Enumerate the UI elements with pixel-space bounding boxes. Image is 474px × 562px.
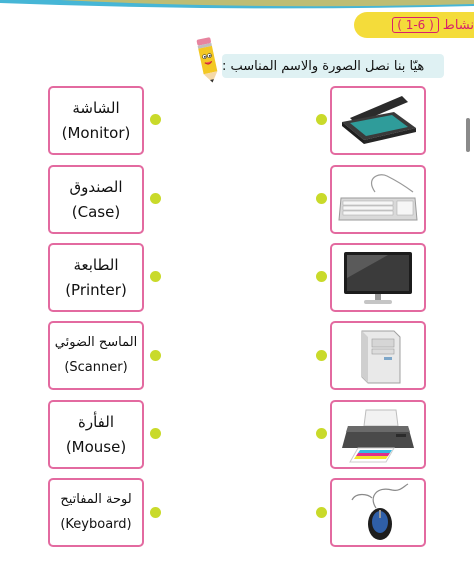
activity-label: نشاط bbox=[442, 17, 474, 33]
match-dot-name[interactable] bbox=[150, 193, 161, 204]
name-english: (Scanner) bbox=[64, 359, 128, 375]
match-dot-name[interactable] bbox=[150, 507, 161, 518]
printer-icon bbox=[336, 404, 420, 466]
name-arabic: الطابعة bbox=[73, 255, 119, 274]
match-dot-picture[interactable] bbox=[316, 350, 327, 361]
match-dot-picture[interactable] bbox=[316, 271, 327, 282]
keyboard-icon bbox=[335, 170, 421, 230]
picture-box-case bbox=[330, 321, 426, 390]
match-dot-picture[interactable] bbox=[316, 428, 327, 439]
activity-banner bbox=[354, 12, 474, 38]
match-dot-picture[interactable] bbox=[316, 193, 327, 204]
picture-box-keyboard bbox=[330, 165, 426, 234]
match-dot-name[interactable] bbox=[150, 114, 161, 125]
match-dot-picture[interactable] bbox=[316, 114, 327, 125]
scanner-icon bbox=[336, 92, 420, 150]
name-box-keyboard bbox=[48, 478, 144, 547]
name-arabic: الماسح الضوئي bbox=[54, 334, 138, 350]
picture-box-monitor bbox=[330, 243, 426, 312]
name-english: (Mouse) bbox=[65, 437, 127, 456]
match-dot-name[interactable] bbox=[150, 271, 161, 282]
instruction-text: هيّا بنا نصل الصورة والاسم المناسب : bbox=[222, 58, 425, 74]
name-box-mouse bbox=[48, 400, 144, 469]
name-arabic: الصندوق bbox=[69, 177, 123, 196]
pencil-mascot-icon bbox=[193, 36, 223, 86]
scrollbar[interactable] bbox=[466, 118, 470, 152]
name-arabic: لوحة المفاتيح bbox=[60, 491, 132, 507]
match-dot-name[interactable] bbox=[150, 350, 161, 361]
mouse-icon bbox=[338, 482, 418, 544]
name-box-case bbox=[48, 165, 144, 234]
name-arabic: الشاشة bbox=[72, 98, 120, 117]
picture-box-mouse bbox=[330, 478, 426, 547]
monitor-icon bbox=[338, 248, 418, 308]
name-box-scanner bbox=[48, 321, 144, 390]
name-english: (Keyboard) bbox=[60, 516, 132, 532]
computer-case-icon bbox=[338, 325, 418, 387]
instruction-bar bbox=[222, 54, 444, 78]
name-box-monitor bbox=[48, 86, 144, 155]
picture-box-printer bbox=[330, 400, 426, 469]
activity-number: ( 1-6 ) bbox=[392, 17, 439, 33]
name-arabic: الفأرة bbox=[78, 412, 114, 431]
match-dot-picture[interactable] bbox=[316, 507, 327, 518]
match-dot-name[interactable] bbox=[150, 428, 161, 439]
picture-box-scanner bbox=[330, 86, 426, 155]
name-english: (Printer) bbox=[65, 280, 127, 299]
name-english: (Case) bbox=[71, 202, 121, 221]
name-box-printer bbox=[48, 243, 144, 312]
name-english: (Monitor) bbox=[61, 123, 131, 142]
